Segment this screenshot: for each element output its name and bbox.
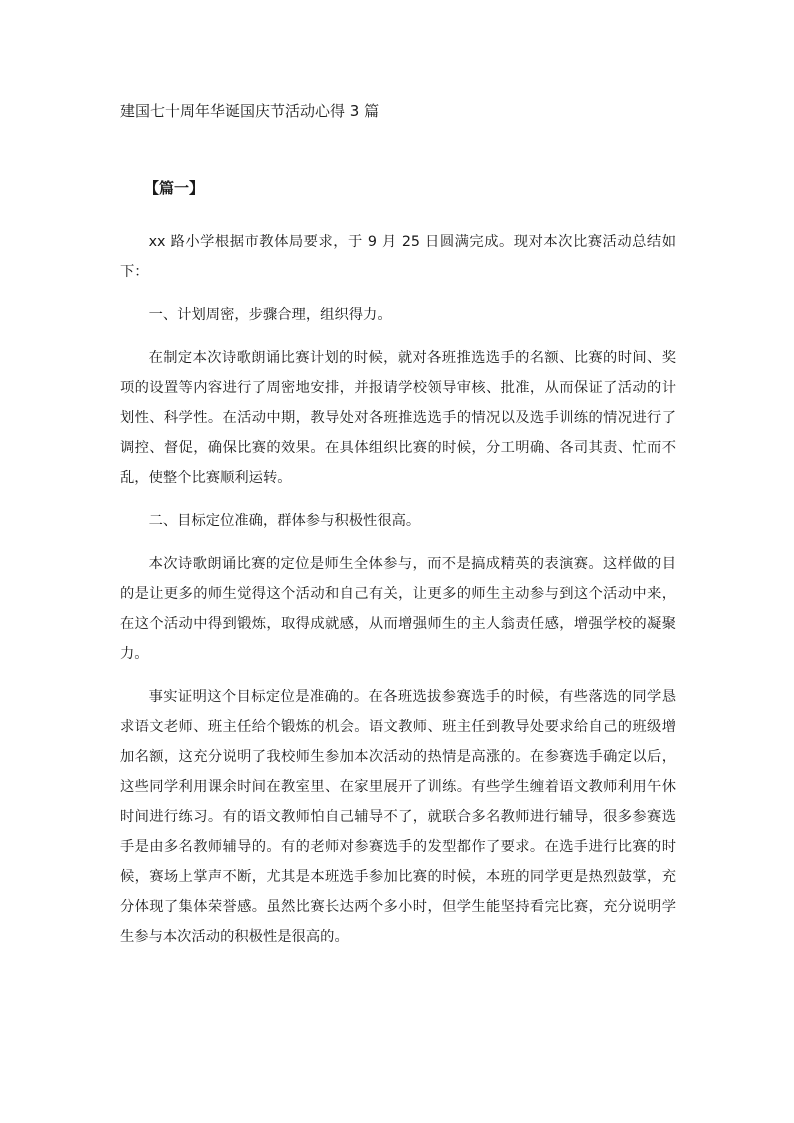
paragraph: xx 路小学根据市教体局要求，于 9 月 25 日圆满完成。现对本次比赛活动总结如下： xyxy=(120,234,676,280)
document-title: 建国七十周年华诞国庆节活动心得 3 篇 xyxy=(120,102,380,120)
paragraph: 事实证明这个目标定位是准确的。在各班选拔参赛选手的时候，有些落选的同学恳求语文老师、班主任给个锻炼的机会。语文教师、班主任到教导处要求给自己的班级增加名额，这充分说明了我校师生参加本次活动的热情是高涨的。在参赛选手确定以后，这些同学利用课余时间在教室里、在家里展开了训练。有些学生缠着语文教师利用午休时间进行练习。有的语文教师怕自己辅导不了，就联合多名教师进行辅导，很多参赛选手是由多名教师辅导的。有的老师对参赛选手的发型都作了要求。在选手进行比赛的时候，赛场上掌声不断，尤其是本班选手参加比赛的时候，本班的同学更是热烈鼓掌，充分体现了集体荣誉感。虽然比赛长达两个多小时，但学生能坚持看完比赛，充分说明学生参与本次活动的积极性是很高的。 xyxy=(120,689,676,945)
paragraph: 二、目标定位准确，群体参与积极性很高。 xyxy=(148,513,421,529)
document-body xyxy=(120,227,676,952)
section-heading: 【篇一】 xyxy=(144,179,205,197)
paragraph: 在制定本次诗歌朗诵比赛计划的时候，就对各班推选选手的名额、比赛的时间、奖项的设置等内容进行了周密地安排，并报请学校领导审核、批准，从而保证了活动的计划性、科学性。在活动中期，教导处对各班推选选手的情况以及选手训练的情况进行了调控、督促，确保比赛的效果。在具体组织比赛的时候，分工明确、各司其责、忙而不乱，使整个比赛顺利运转。 xyxy=(120,350,676,486)
paragraph: 一、计划周密，步骤合理，组织得力。 xyxy=(148,307,392,323)
paragraph: 本次诗歌朗诵比赛的定位是师生全体参与，而不是搞成精英的表演赛。这样做的目的是让更多的师生觉得这个活动和自己有关，让更多的师生主动参与到这个活动中来，在这个活动中得到锻炼，取得成就感，从而增强师生的主人翁责任感，增强学校的凝聚力。 xyxy=(120,556,676,662)
